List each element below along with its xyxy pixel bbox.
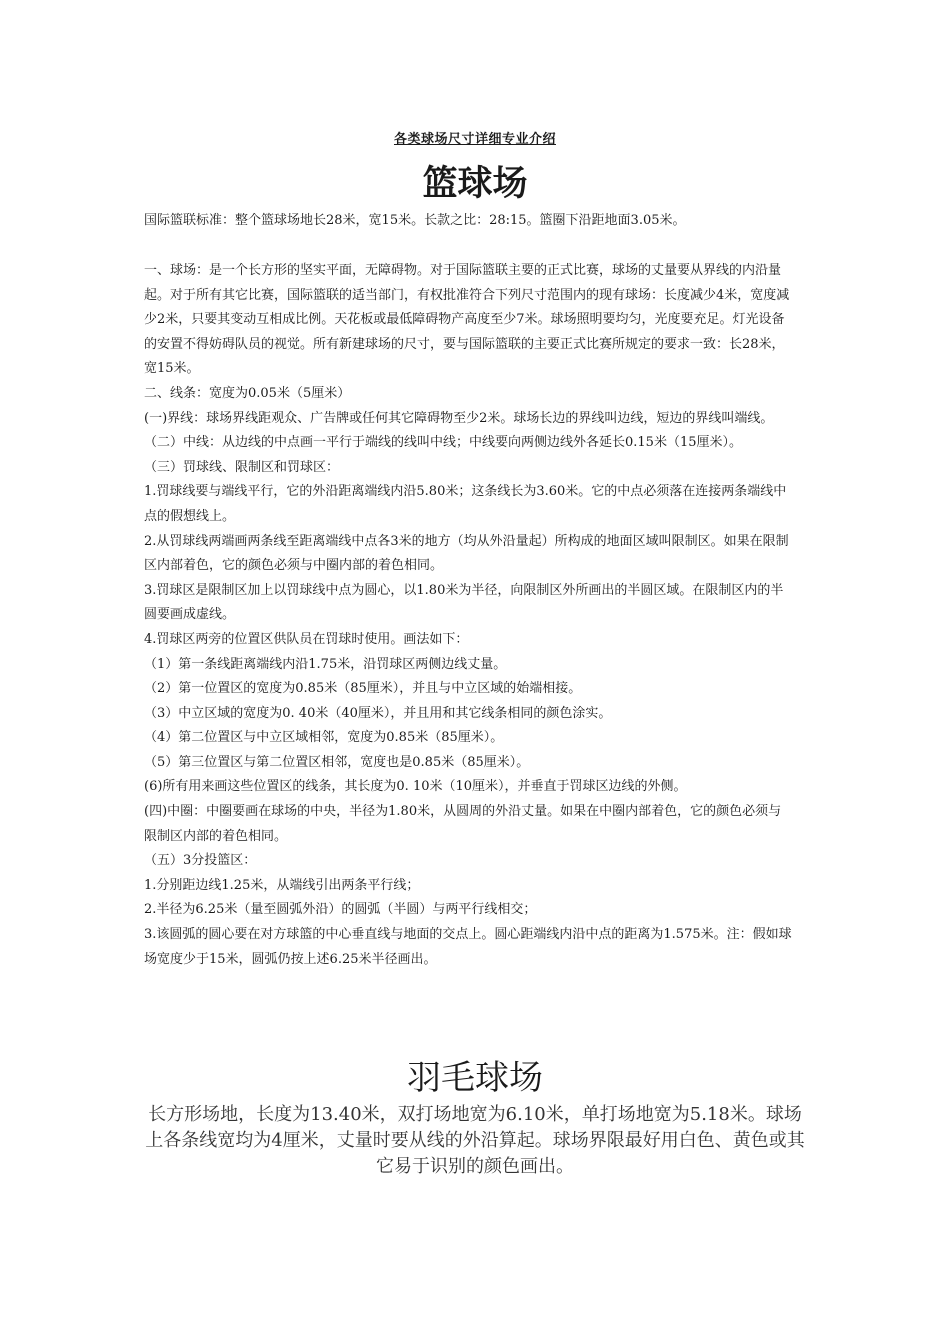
badminton-section-title: 羽毛球场: [407, 1058, 543, 1098]
document-title: 各类球场尺寸详细专业介绍: [393, 132, 556, 147]
paragraph: 1.分别距边线1.25米，从端线引出两条平行线；: [144, 877, 420, 893]
paragraph: （二）中线：从边线的中点画一平行于端线的线叫中线；中线要向两侧边线外各延长0.15米（15厘米）。: [144, 435, 742, 451]
paragraph: （2）第一位置区的宽度为0.85米（85厘米），并且与中立区域的始端相接。: [144, 681, 582, 697]
paragraph: 3.罚球区是限制区加上以罚球线中点为圆心，以1.80米为半径，向限制区外所画出的半圆区域。在限制区内的半圆要画成虚线。: [144, 582, 784, 623]
paragraph: (一)界线：球场界线距观众、广告牌或任何其它障碍物至少2米。球场长边的界线叫边线，短边的界线叫端线。: [144, 410, 774, 426]
basketball-body: [144, 259, 794, 972]
paragraph: 1.罚球线要与端线平行，它的外沿距离端线内沿5.80米；这条线长为3.60米。它的中点必须落在连接两条端线中点的假想线上。: [144, 484, 787, 524]
badminton-text: 长方形场地，长度为13.40米，双打场地宽为6.10米，单打场地宽为5.18米。球场上各条线宽均为4厘米，丈量时要从线的外沿算起。球场界限最好用白色、黄色或其它易于识别的颜色画出。: [145, 1104, 805, 1177]
basketball-section-title: 篮球场: [422, 163, 528, 204]
paragraph: （5）第三位置区与第二位置区相邻，宽度也是0.85米（85厘米）。: [144, 754, 530, 770]
paragraph: 4.罚球区两旁的位置区供队员在罚球时使用。画法如下：: [144, 631, 469, 647]
paragraph: （三）罚球线、限制区和罚球区：: [144, 459, 340, 475]
paragraph: 一、球场：是一个长方形的坚实平面，无障碍物。对于国际篮联主要的正式比赛，球场的丈量要从界线的内沿量起。对于所有其它比赛，国际篮联的适当部门，有权批准符合下列尺寸范围内的现有球场：长度减少4米，宽度减少2米，只要其变动互相成比例。天花板或最低障碍物产高度至少7米。球场照明要均匀，光度要充足。灯光设备的安置不得妨碍队员的视觉。所有新建球场的尺寸，要与国际篮联的主要正式比赛所规定的要求一致：长28米，宽15米。: [144, 263, 790, 377]
paragraph: （3）中立区域的宽度为0. 40米（40厘米），并且用和其它线条相同的颜色涂实。: [144, 705, 612, 721]
paragraph: （1）第一条线距离端线内沿1.75米，沿罚球区两侧边线丈量。: [144, 656, 507, 672]
paragraph: (6)所有用来画这些位置区的线条，其长度为0. 10米（10厘米），并垂直于罚球区边线的外侧。: [144, 779, 687, 795]
paragraph: 2.半径为6.25米（量至圆弧外沿）的圆弧（半圆）与两平行线相交；: [144, 902, 537, 918]
paragraph: （4）第二位置区与中立区域相邻，宽度为0.85米（85厘米）。: [144, 730, 504, 746]
basketball-intro: 国际篮联标准：整个篮球场地长28米，宽15米。长款之比：28:15。篮圈下沿距地面3.05米。: [144, 213, 686, 228]
paragraph: (四)中圈：中圈要画在球场的中央，半径为1.80米，从圆周的外沿丈量。如果在中圈内部着色，它的颜色必须与限制区内部的着色相同。: [144, 804, 782, 844]
paragraph: 2.从罚球线两端画两条线至距离端线中点各3米的地方（均从外沿量起）所构成的地面区域叫限制区。如果在限制区内部着色，它的颜色必须与中圈内部的着色相同。: [144, 533, 789, 574]
paragraph: （五）3分投篮区：: [144, 853, 257, 869]
paragraph: 3.该圆弧的圆心要在对方球篮的中心垂直线与地面的交点上。圆心距端线内沿中点的距离为1.575米。注：假如球场宽度少于15米，圆弧仍按上述6.25米半径画出。: [144, 927, 792, 967]
paragraph: 二、线条：宽度为0.05米（5厘米）: [144, 385, 351, 401]
